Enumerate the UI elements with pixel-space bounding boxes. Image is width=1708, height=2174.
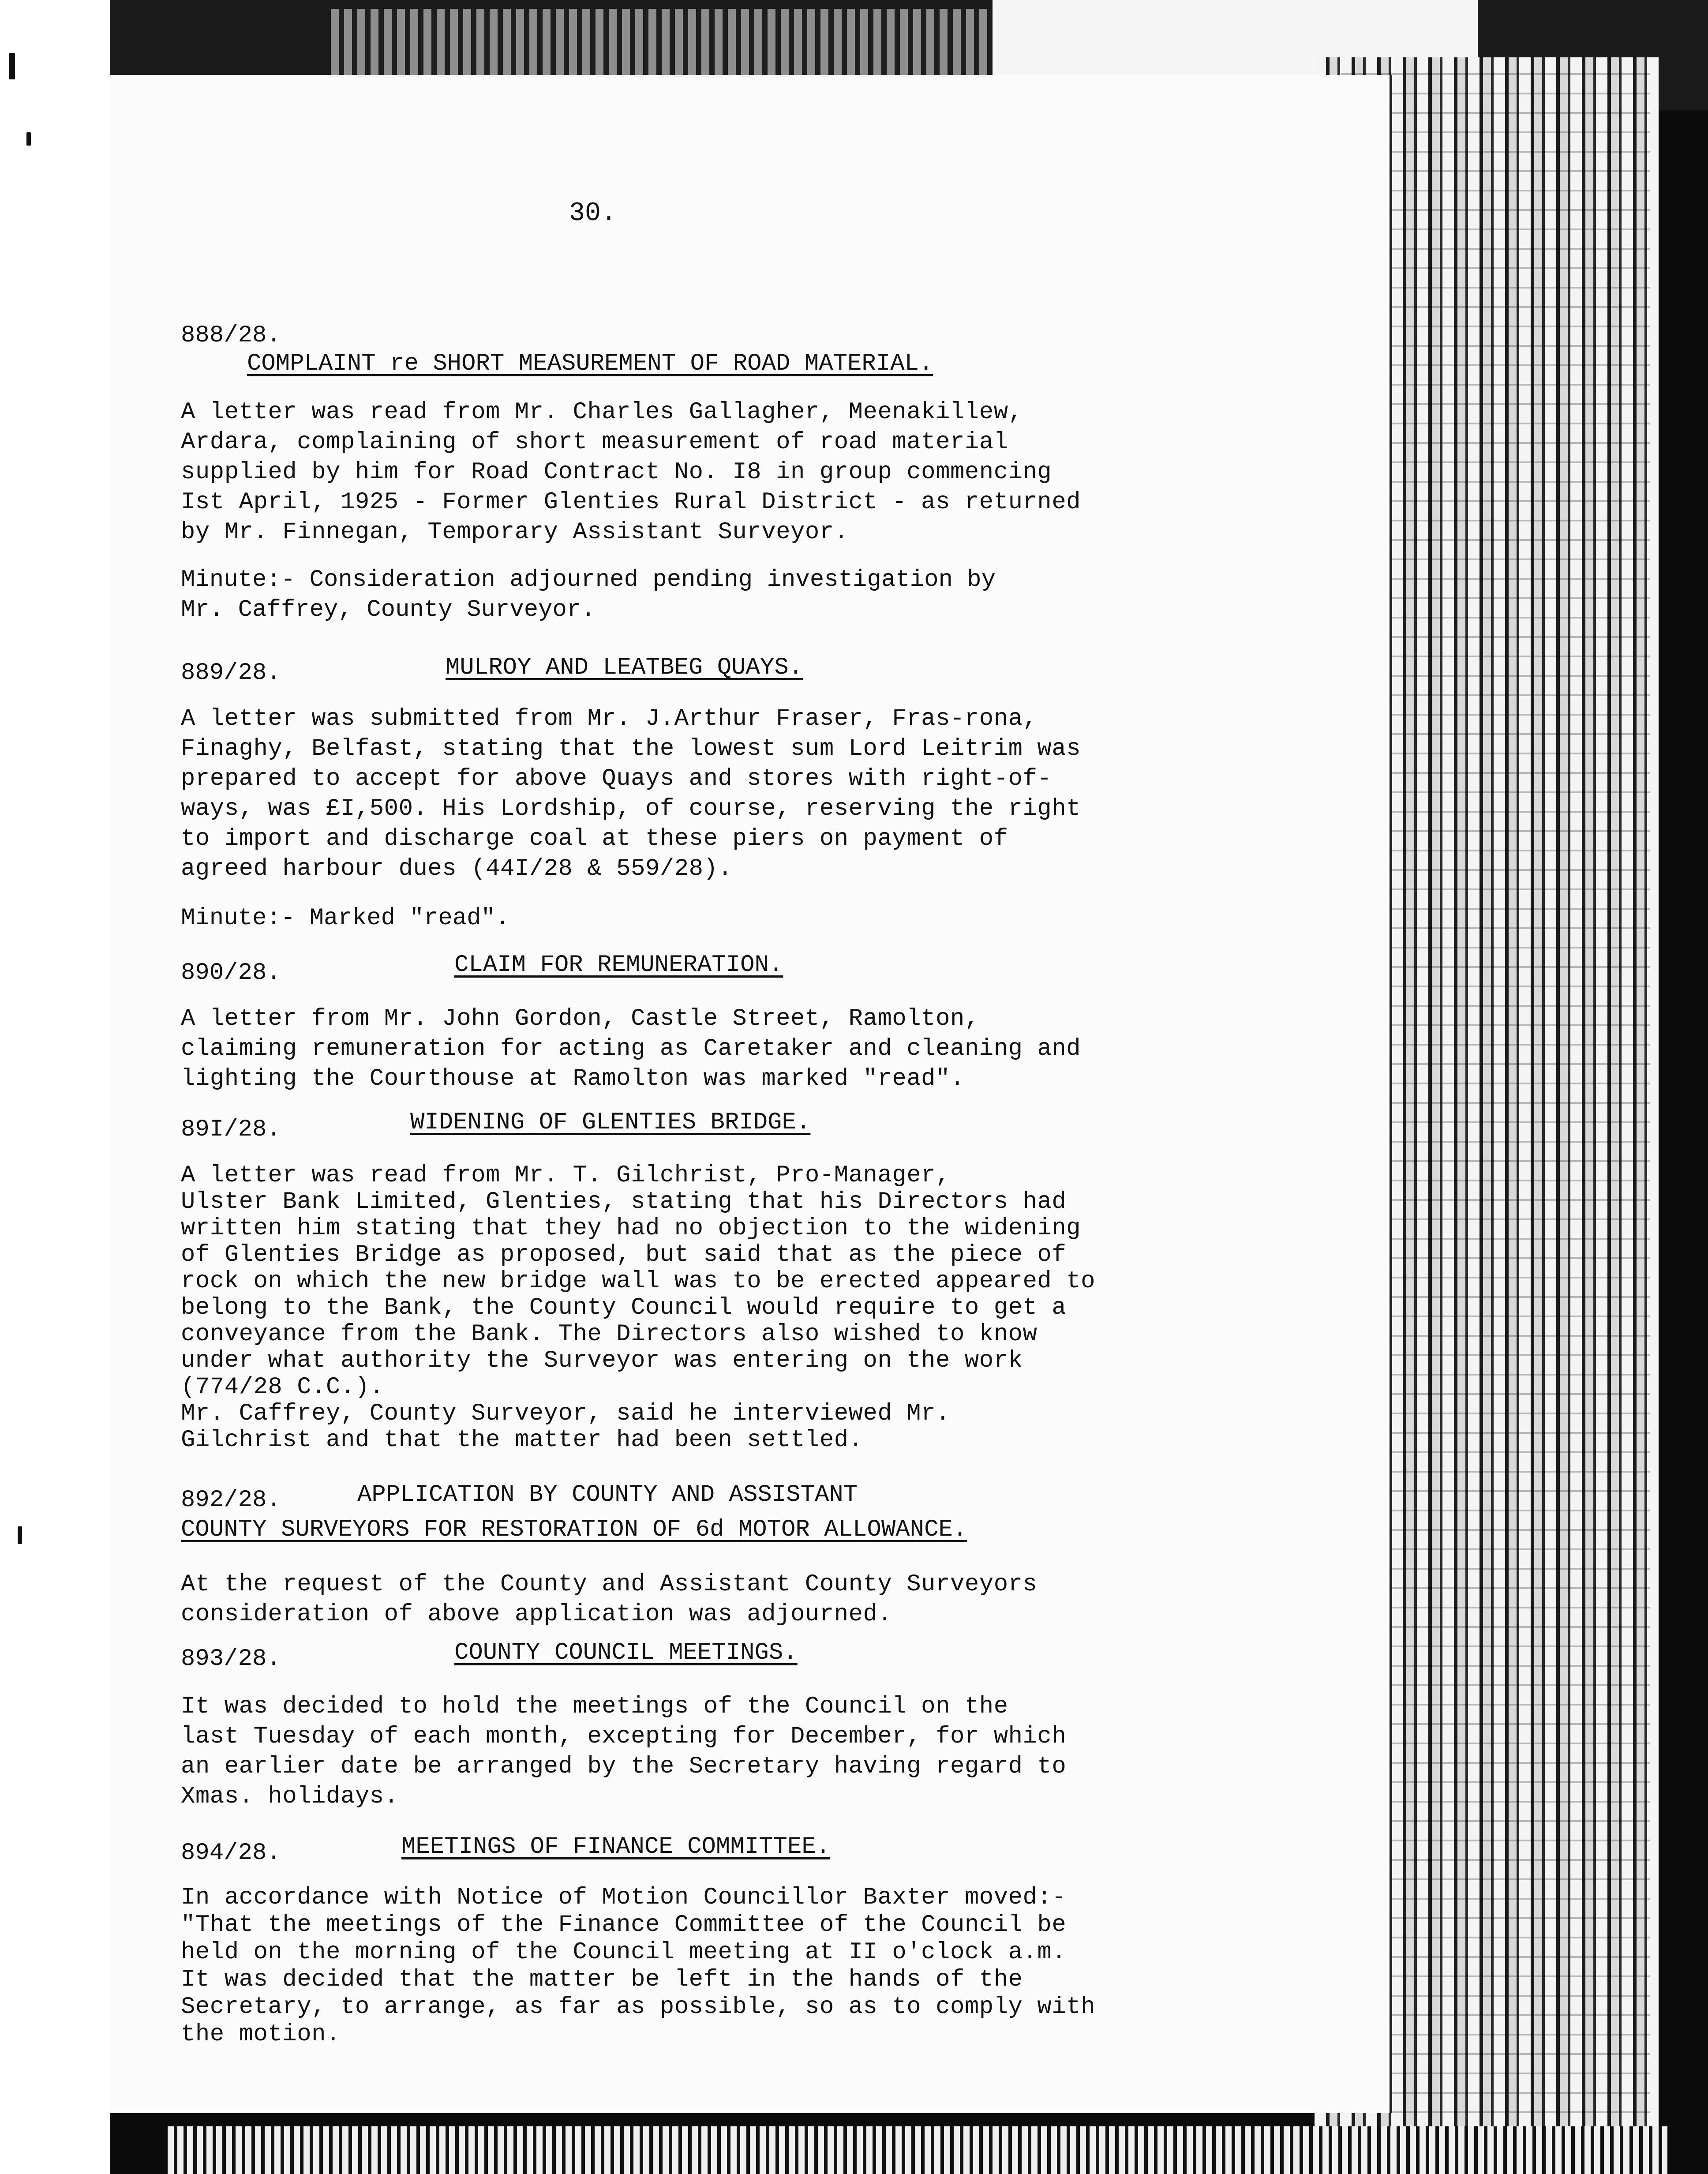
section-body: A letter was submitted from Mr. J.Arthur Fraser, Fras-rona, Finaghy, Belfast, stating that the lowest sum Lord Leitrim was prepared to accept for above Quays and stores with right-of- ways, was £I,500. His Lordship, of course, reserving the right to import and discharge coal at these piers on payment of agreed harbour dues (44I/28 & 559/28).: [181, 705, 1081, 882]
section-893: [181, 1639, 1319, 1812]
section-number: 89I/28.: [181, 1116, 281, 1143]
section-minute: Minute:- Consideration adjourned pending investigation by Mr. Caffrey, County Surveyor.: [181, 566, 996, 623]
scan-speck: [18, 1526, 22, 1544]
section-890: [181, 952, 1319, 1094]
section-body: A letter was read from Mr. Charles Gallagher, Meenakillew, Ardara, complaining of short measurement of road material supplied by him for Road Contract No. I8 in group commencing Ist April, 1925 - Former Glenties Rural District - as returned by Mr. Finnegan, Temporary Assistant Surveyor.: [181, 399, 1081, 546]
section-heading: COUNTY COUNCIL MEETINGS.: [454, 1639, 798, 1666]
scan-bottom-strip: [168, 2126, 1667, 2174]
scan-top-strip: [331, 9, 993, 75]
section-heading-line1: APPLICATION BY COUNTY AND ASSISTANT: [357, 1481, 858, 1508]
section-heading: CLAIM FOR REMUNERATION.: [454, 952, 783, 978]
section-888: [181, 322, 1319, 625]
page-number: 30.: [569, 199, 617, 229]
section-heading: MEETINGS OF FINANCE COMMITTEE.: [401, 1833, 831, 1860]
section-894: [181, 1833, 1319, 2048]
section-body: In accordance with Notice of Motion Councillor Baxter moved:- "That the meetings of the Finance Committee of the Council be held on the morning of the Council meeting at II o'clock a.m. It was decided that the matter be left in the hands of the Secretary, to arrange, as far as possible, so as to comply with the motion.: [181, 1884, 1096, 2048]
scan-speck: [26, 132, 31, 146]
section-number: 892/28.: [181, 1487, 281, 1514]
section-body: At the request of the County and Assistant County Surveyors consideration of above application was adjourned.: [181, 1571, 1038, 1628]
section-number: 893/28.: [181, 1645, 281, 1672]
section-minute: Minute:- Marked "read".: [181, 905, 510, 932]
section-body: A letter from Mr. John Gordon, Castle Street, Ramolton, claiming remuneration for acting as Caretaker and cleaning and lighting the Courthouse at Ramolton was marked "read".: [181, 1005, 1081, 1092]
section-number: 894/28.: [181, 1840, 281, 1867]
section-number: 888/28.: [181, 322, 281, 349]
section-889: [181, 654, 1319, 933]
scan-speck: [9, 53, 15, 79]
document-page: [110, 75, 1392, 2113]
section-number: 890/28.: [181, 960, 281, 986]
section-body: A letter was read from Mr. T. Gilchrist, Pro-Manager, Ulster Bank Limited, Glenties, stating that his Directors had written him stating that they had no objection to the widening of Glenties Bridge as proposed, but said that as the piece of rock on which the new bridge wall was to be erected appeared to belong to the Bank, the County Council would require to get a conveyance from the Bank. The Directors also wished to know under what authority the Surveyor was entering on the work (774/28 C.C.). Mr. Caffrey, County Surveyor, said he interviewed Mr. Gilchrist and that the matter had been settled.: [181, 1162, 1096, 1454]
section-heading: WIDENING OF GLENTIES BRIDGE.: [410, 1109, 811, 1136]
section-heading-line2: COUNTY SURVEYORS FOR RESTORATION OF 6d MOTOR ALLOWANCE.: [181, 1516, 967, 1543]
section-heading: MULROY AND LEATBEG QUAYS.: [446, 654, 803, 681]
section-number: 889/28.: [181, 660, 281, 686]
section-heading: COMPLAINT re SHORT MEASUREMENT OF ROAD MATERIAL.: [247, 350, 933, 377]
scan-left-margin: [0, 0, 110, 2174]
section-892: [181, 1481, 1319, 1630]
section-891: [181, 1109, 1319, 1454]
section-body: It was decided to hold the meetings of the Council on the last Tuesday of each month, excepting for December, for which an earlier date be arranged by the Secretary having regard to Xmas. holidays.: [181, 1693, 1067, 1810]
